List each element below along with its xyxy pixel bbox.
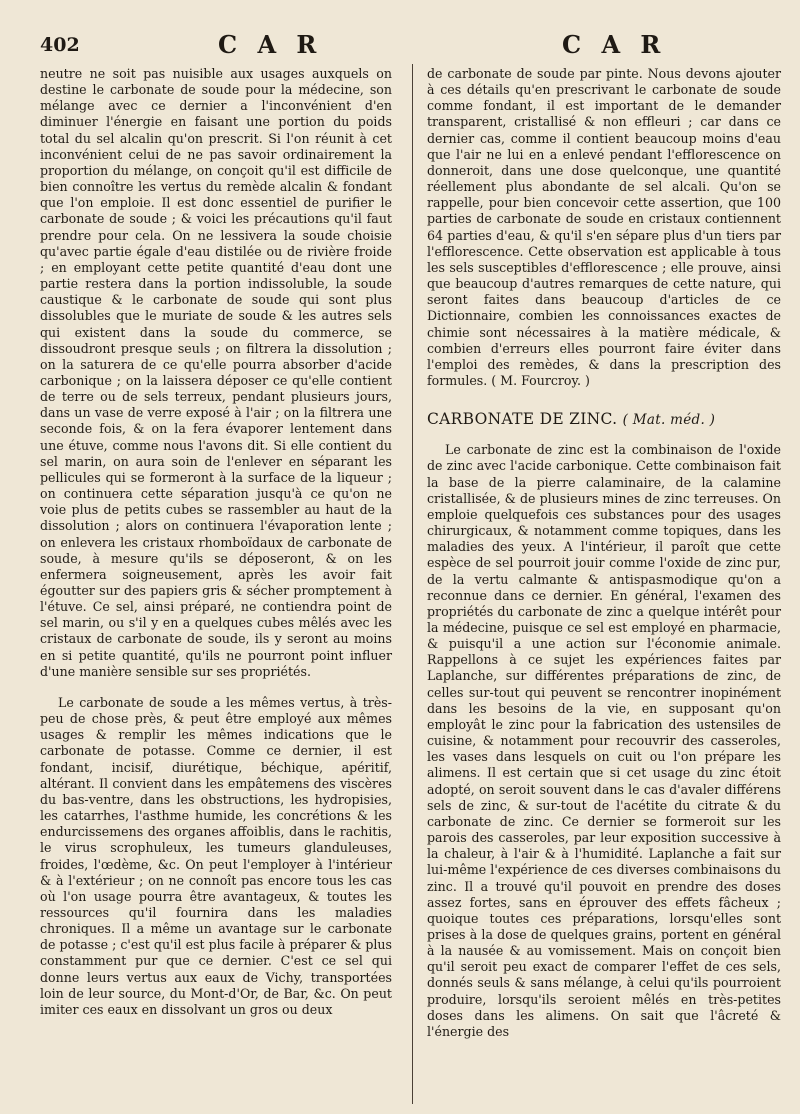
column-divider bbox=[412, 64, 413, 1104]
page-number: 402 bbox=[40, 34, 80, 56]
paragraph-soude-purification: neutre ne soit pas nuisible aux usages auxquels on destine le carbonate de soude pour la médecine, son mélange avec ce dernier a l'inconvénient d'en diminuer l'énergie en faisant une portion du poids total du sel alcalin qu'on prescrit. Si l'on réunit à cet inconvénient celui de ne pas savoir ordinairement la proportion du mélange, on conçoit qu'il est difficile de bien connoître les vertus du remède alcalin & fondant que l'on emploie. Il est donc essentiel de purifier le carbonate de soude ; & voici les précautions qu'il faut prendre pour cela. On ne lessivera la soude choisie qu'avec partie égale d'eau distilée ou de rivière froide ; en employant cette petite quantité d'eau dont une partie restera dans la portion indissoluble, la soude caustique & le carbonate de soude qui sont plus dissolubles que le muriate de soude & les autres sels qui existent dans la soude du commerce, se dissoudront presque seuls ; on filtrera la dissolution ; on la saturera de ce qu'elle pourra absorber d'acide carbonique ; on la laissera déposer ce qu'elle contient de terre ou de sels terreux, pendant plusieurs jours, dans un vase de verre exposé à l'air ; on la filtrera une seconde fois, & on la fera évaporer lentement dans une étuve, comme nous l'avons dit. Si elle contient du sel marin, on aura soin de l'enlever en séparant les pellicules qui se formeront à la surface de la liqueur ; on continuera cette séparation jusqu'à ce qu'on ne voie plus de petits cubes se rassembler au haut de la dissolution ; alors on continuera l'évaporation lente ; on enlevera les cristaux rhomboïdaux de carbonate de soude, à mesure qu'ils se déposeront, & on les enfermera soigneusement, après les avoir fait égoutter sur des papiers gris & sécher promptement à l'étuve. Ce sel, ainsi préparé, ne contiendra point de sel marin, ou s'il y en a quelques cubes mêlés avec les cristaux de carbonate de soude, ils y seront au moins en si petite quantité, qu'ils ne pourront point influer d'une manière sensible sur ses propriétés. bbox=[40, 66, 392, 679]
article-title: CARBONATE DE ZINC. bbox=[427, 410, 618, 429]
paragraph-soude-conclusion: de carbonate de soude par pinte. Nous devons ajouter à ces détails qu'en prescrivant le carbonate de soude comme fondant, il est important de le demander transparent, cristallisé & non effleuri ; car dans ce dernier cas, comme il contient beaucoup moins d'eau que l'air ne lui en a enlevé pendant l'efflorescence on donneroit, dans une dose quelconque, une quantité réellement plus abondante de sel alcali. Qu'on se rappelle, pour bien concevoir cette assertion, que 100 parties de carbonate de soude en cristaux contiennent 64 parties d'eau, & qu'il s'en sépare plus d'un tiers par l'efflorescence. Cette observation est applicable à tous les sels susceptibles d'efflorescence ; elle prouve, ainsi que beaucoup d'autres remarques de cette nature, qui seront faites dans beaucoup d'articles de ce Dictionnaire, combien les connoissances exactes de chimie sont nécessaires à la matière médicale, & combien d'erreurs elles pourront faire éviter dans l'emploi des remèdes, & dans la prescription des formules. ( M. Fourcroy. ) bbox=[427, 66, 781, 388]
running-head-right: C A R bbox=[562, 30, 667, 59]
left-column bbox=[40, 66, 392, 1018]
running-head-left: C A R bbox=[218, 30, 323, 59]
article-subject: ( Mat. méd. ) bbox=[622, 412, 716, 429]
paragraph-zinc: Le carbonate de zinc est la combinaison de l'oxide de zinc avec l'acide carbonique. Cette combinaison fait la base de la pierre calaminaire, de la calamine cristallisée, & de plusieurs mines de zinc terreuses. On emploie quelquefois ces substances pour des usages chirurgicaux, & notamment comme topiques, dans les maladies des yeux. A l'intérieur, il paroît que cette espèce de sel pourroit jouir comme l'oxide de zinc pur, de la vertu calmante & antispasmodique qu'on a reconnue dans ce dernier. En général, l'examen des propriétés du carbonate de zinc a quelque intérêt pour la médecine, puisque ce sel est employé en pharmacie, & puisqu'il a une action sur l'économie animale. Rappellons à ce sujet les expériences faites par Laplanche, sur différentes préparations de zinc, de celles sur-tout qui peuvent se rencontrer inopinément dans les besoins de la vie, en supposant qu'on employât le zinc pour la fabrication des ustensiles de cuisine, & notamment pour recouvrir des casseroles, les vases dans lesquels on cuit ou l'on prépare les alimens. Il est certain que si cet usage du zinc étoit adopté, on seroit souvent dans le cas d'avaler différens sels de zinc, & sur-tout de l'acétite du citrate & du carbonate de zinc. Ce dernier se formeroit sur les parois des casseroles, par leur exposition successive à la chaleur, à l'air & à l'humidité. Laplanche a fait sur lui-même l'expérience de ces diverses combinaisons du zinc. Il a trouvé qu'il pouvoit en prendre des doses assez fortes, sans en éprouver des effets fâcheux ; quoique toutes ces préparations, lorsqu'elles sont prises à la dose de quelques grains, portent en général à la nausée & au vomissement. Mais on conçoit bien qu'il seroit peu exact de comparer l'effet de ces sels, donnés seuls & sans mélange, à celui qu'ils pourroient produire, lorsqu'ils seroient mêlés en très-petites doses dans les alimens. On sait que l'âcreté & l'énergie des bbox=[427, 442, 781, 1039]
right-column bbox=[427, 66, 781, 1040]
paragraph-soude-vertus: Le carbonate de soude a les mêmes vertus, à très-peu de chose près, & peut être employé aux mêmes usages & remplir les mêmes indications que le carbonate de potasse. Comme ce dernier, il est fondant, incisif, diurétique, béchique, apéritif, altérant. Il convient dans les empâtemens des viscères du bas-ventre, dans les obstructions, les hydropisies, les catarrhes, l'asthme humide, les concrétions & les endurcissemens des organes affoiblis, dans le rachitis, le virus scrophuleux, les tumeurs glanduleuses, froides, l'œdème, &c. On peut l'employer à l'intérieur & à l'extérieur ; on ne connoît pas encore tous les cas où l'on usage pourra être avantageux, & toutes les ressources qu'il fournira dans les maladies chroniques. Il a même un avantage sur le carbonate de potasse ; c'est qu'il est plus facile à préparer & plus constamment pur que ce dernier. C'est ce sel qui donne leurs vertus aux eaux de Vichy, transportées loin de leur source, du Mont-d'Or, de Bar, &c. On peut imiter ces eaux en dissolvant un gros ou deux bbox=[40, 694, 392, 1017]
article-heading bbox=[427, 411, 781, 428]
